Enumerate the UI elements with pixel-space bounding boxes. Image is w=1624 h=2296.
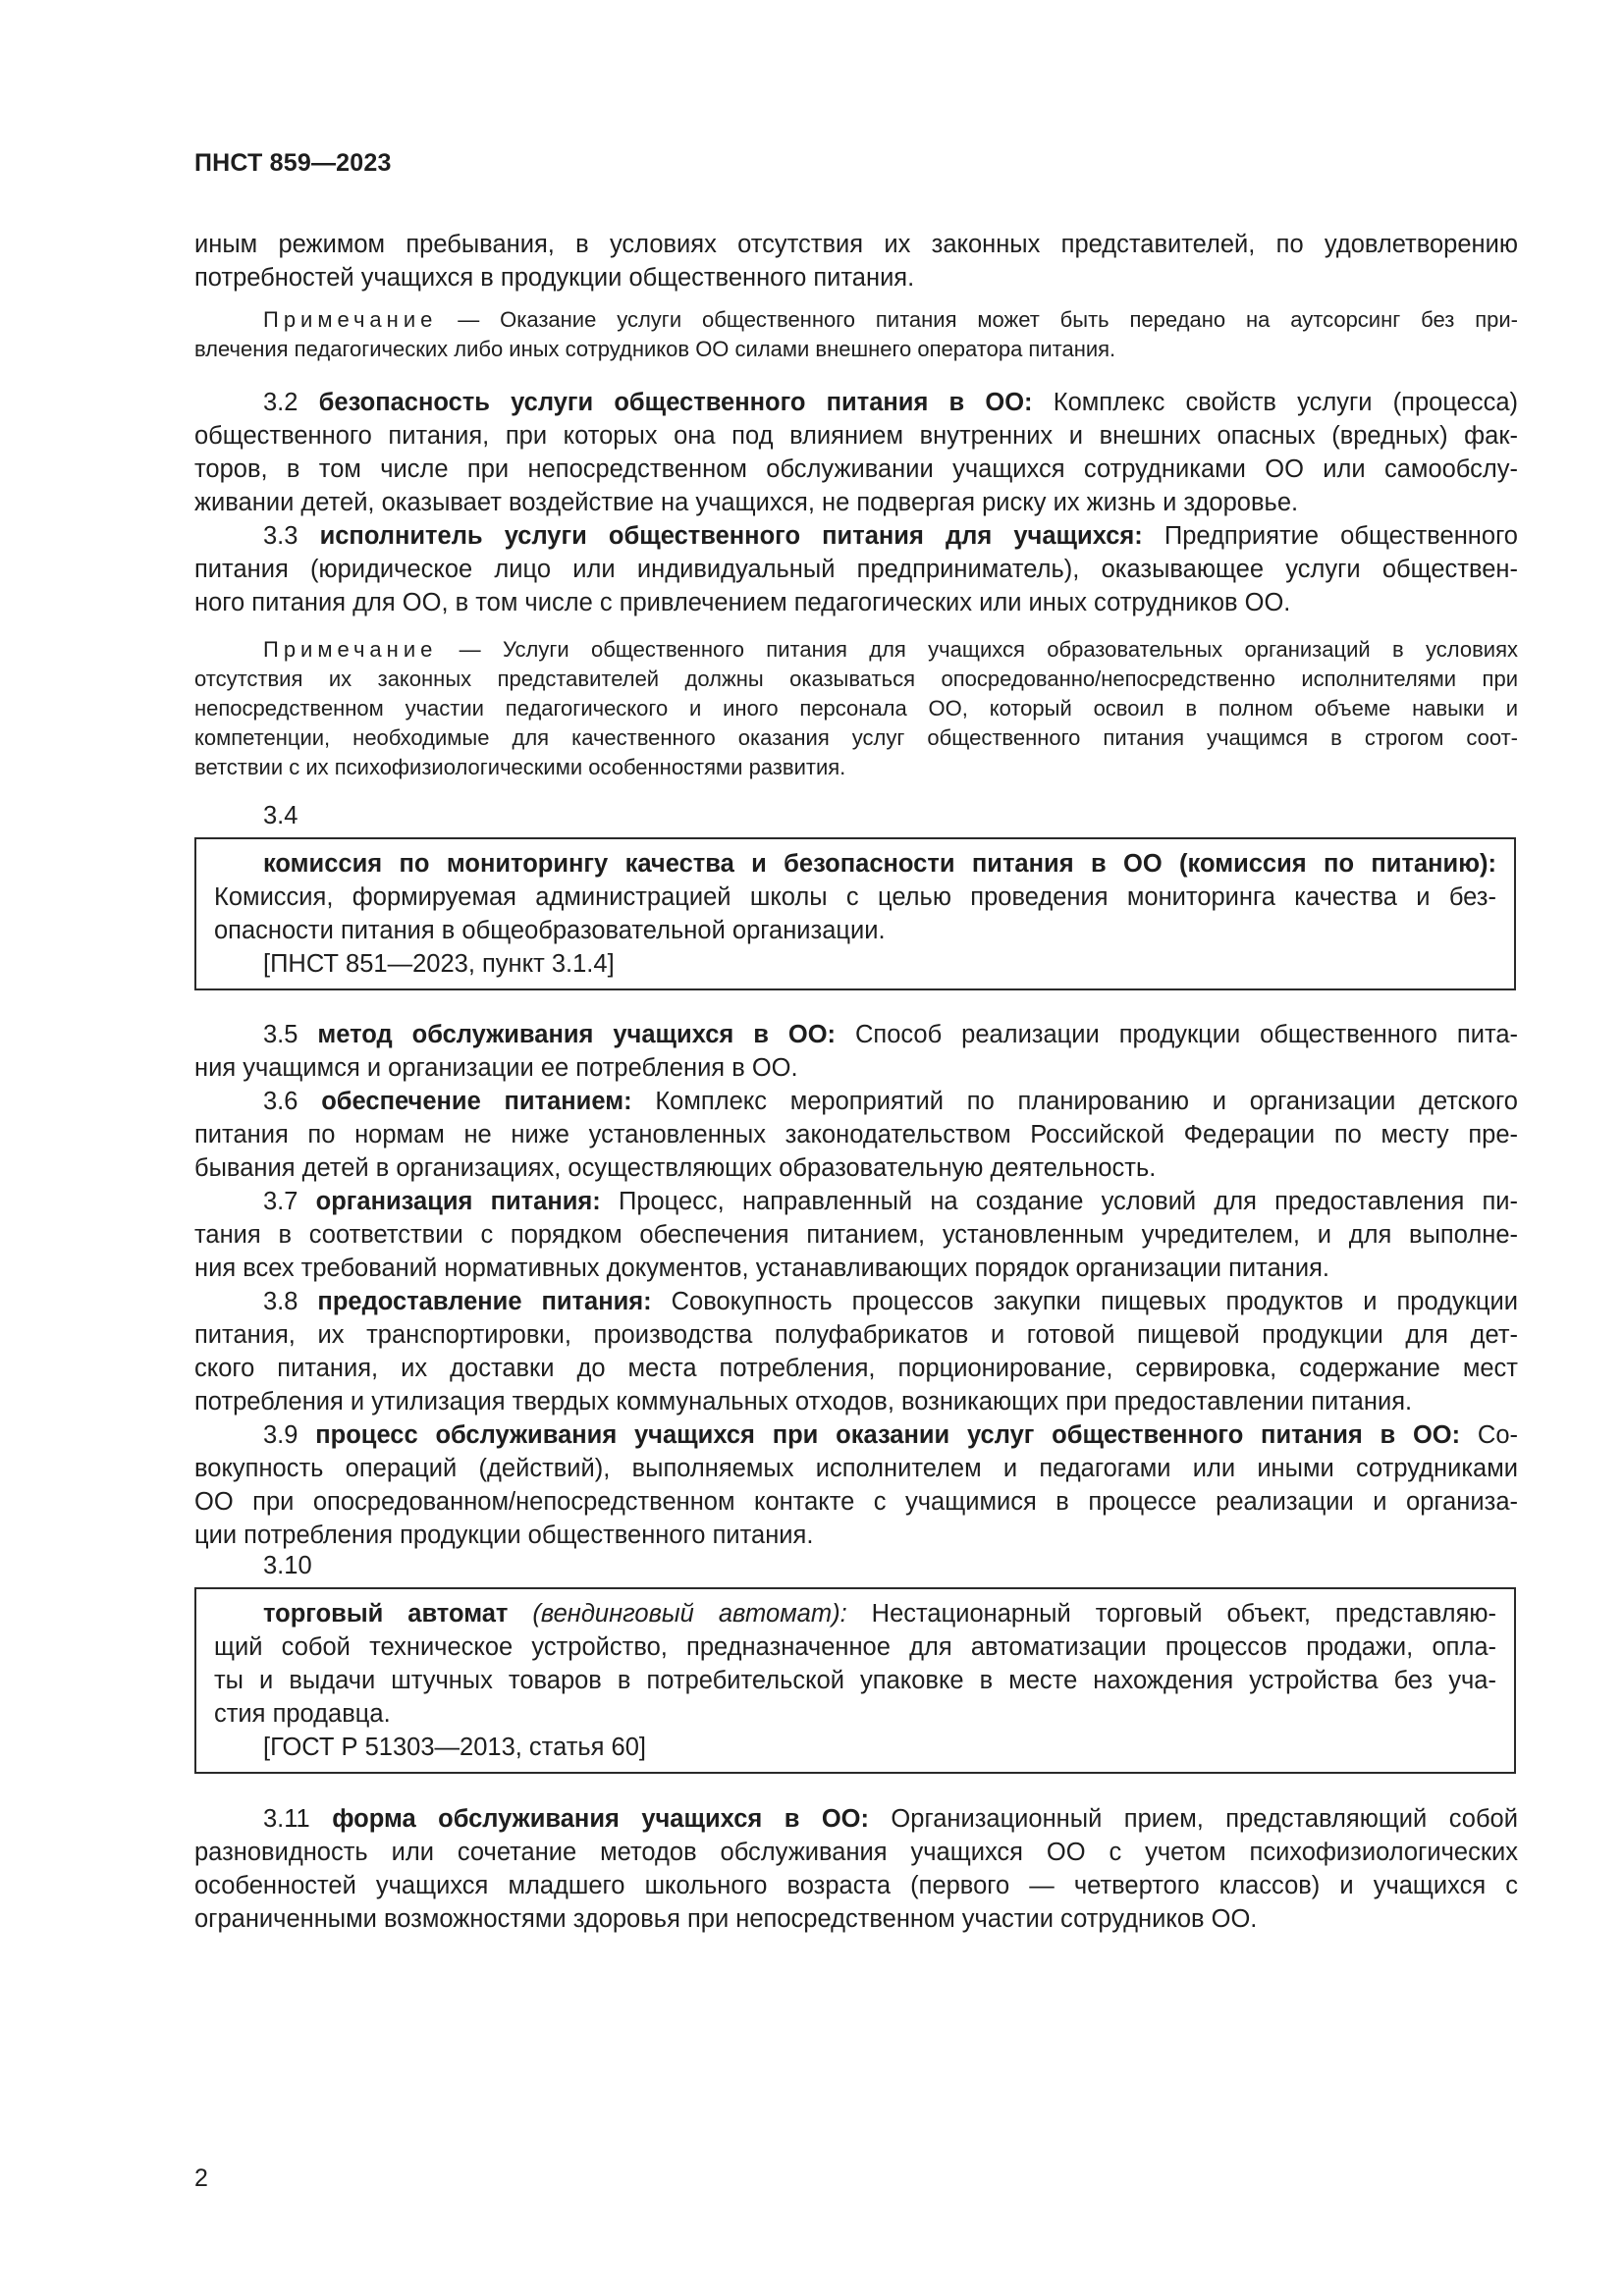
text-line: питания по нормам не ниже установленных законодательством Российской Федерации по месту пре- bbox=[194, 1121, 1518, 1148]
text-line: особенностей учащихся младшего школьного возраста (первого — четвертого классов) и учащихся с bbox=[194, 1872, 1518, 1899]
definition-text: Нестационарный торговый объект, представляю- bbox=[846, 1600, 1496, 1628]
section-number: 3.3 bbox=[263, 522, 298, 550]
section-3-2 bbox=[194, 386, 1518, 519]
section-number: 3.5 bbox=[263, 1021, 298, 1048]
term-label: обеспечение питанием: bbox=[321, 1088, 632, 1115]
text-line: ного питания для ОО, в том числе с привлечением педагогических или иных сотрудников ОО. bbox=[194, 589, 1291, 616]
source-reference: [ПНСТ 851—2023, пункт 3.1.4] bbox=[263, 950, 615, 978]
note-label: Примечание bbox=[263, 307, 438, 332]
text-line: стия продавца. bbox=[214, 1700, 391, 1728]
term-label: исполнитель услуги общественного питания для учащихся: bbox=[319, 522, 1143, 550]
term-label: предоставление питания: bbox=[317, 1288, 652, 1315]
section-number: 3.11 bbox=[263, 1805, 310, 1833]
text-line: иным режимом пребывания, в условиях отсутствия их законных представителей, по удовлетворению bbox=[194, 231, 1518, 258]
text-line: Комиссия, формируемая администрацией школы с целью проведения мониторинга качества и без- bbox=[214, 883, 1496, 911]
definition-text: Организационный прием, представляющий собой bbox=[869, 1805, 1518, 1833]
definition-text: Совокупность процессов закупки пищевых продуктов и продукции bbox=[651, 1288, 1518, 1315]
text-line: щий собой техническое устройство, предназначенное для автоматизации процессов продажи, опла- bbox=[214, 1633, 1496, 1661]
definition-text: Способ реализации продукции общественного пита- bbox=[836, 1021, 1519, 1048]
section-3-8 bbox=[194, 1285, 1518, 1418]
text-line: непосредственном участии педагогического и иного персонала ОО, который освоил в полном объеме навыки и bbox=[194, 696, 1518, 721]
section-number: 3.9 bbox=[263, 1421, 298, 1449]
term-label: безопасность услуги общественного питания в ОО: bbox=[318, 389, 1033, 416]
term-label: форма обслуживания учащихся в ОО: bbox=[332, 1805, 869, 1833]
text-line: разновидность или сочетание методов обслуживания учащихся ОО с учетом психофизиологических bbox=[194, 1839, 1518, 1866]
source-reference: [ГОСТ Р 51303—2013, статья 60] bbox=[263, 1734, 646, 1761]
note-1 bbox=[194, 305, 1518, 364]
text-line: торов, в том числе при непосредственном обслуживании учащихся сотрудниками ОО или самообслу- bbox=[194, 455, 1518, 483]
text-line: потребления и утилизация твердых коммунальных отходов, возникающих при предоставлении питания. bbox=[194, 1388, 1413, 1415]
section-number: 3.7 bbox=[263, 1188, 298, 1215]
text-line: ции потребления продукции общественного питания. bbox=[194, 1522, 814, 1549]
text-line: ветствии с их психофизиологическими особенностями развития. bbox=[194, 755, 846, 779]
text-line: ты и выдачи штучных товаров в потребительской упаковке в месте нахождения устройства без уча- bbox=[214, 1667, 1496, 1694]
text-line: влечения педагогических либо иных сотрудников ОО силами внешнего оператора питания. bbox=[194, 337, 1116, 361]
section-3-7 bbox=[194, 1185, 1518, 1285]
term-label: торговый автомат bbox=[263, 1600, 509, 1628]
text-line: компетенции, необходимые для качественного оказания услуг общественного питания учащимся в строгом соот- bbox=[194, 725, 1518, 750]
text-line: отсутствия их законных представителей должны оказываться опосредованно/непосредственно исполнителями при bbox=[194, 667, 1518, 691]
text-line: ограниченными возможностями здоровья при непосредственном участии сотрудников ОО. bbox=[194, 1905, 1258, 1933]
text-line: ния всех требований нормативных документов, устанавливающих порядок организации питания. bbox=[194, 1255, 1329, 1282]
section-number: 3.8 bbox=[263, 1288, 298, 1315]
definition-text: Комплекс свойств услуги (процесса) bbox=[1032, 389, 1519, 416]
section-3-6 bbox=[194, 1085, 1518, 1185]
section-number: 3.2 bbox=[263, 389, 298, 416]
term-label: организация питания: bbox=[315, 1188, 601, 1215]
term-label: метод обслуживания учащихся в ОО: bbox=[317, 1021, 837, 1048]
alt-term-label: (вендинговый автомат): bbox=[532, 1600, 847, 1628]
definition-text: Процесс, направленный на создание условий для предоставления пи- bbox=[600, 1188, 1518, 1215]
text-line: ского питания, их доставки до места потребления, порционирование, сервировка, содержание мест bbox=[194, 1355, 1518, 1382]
page-number: 2 bbox=[194, 2164, 208, 2192]
text-line: общественного питания, при которых она под влиянием внутренних и внешних опасных (вредных) фак- bbox=[194, 422, 1518, 450]
term-label: комиссия по мониторингу качества и безопасности питания в ОО (комиссия по питанию): bbox=[263, 850, 1496, 878]
definition-text: Со- bbox=[1460, 1421, 1518, 1449]
section-number: 3.6 bbox=[263, 1088, 298, 1115]
text-line: ОО при опосредованном/непосредственном контакте с учащимися в процессе реализации и организа- bbox=[194, 1488, 1518, 1516]
text-line: питания (юридическое лицо или индивидуальный предприниматель), оказывающее услуги обществен- bbox=[194, 556, 1518, 583]
section-3-11 bbox=[194, 1802, 1518, 1936]
text-line: ния учащимся и организации ее потребления в ОО. bbox=[194, 1054, 798, 1082]
section-number-3-4: 3.4 bbox=[263, 802, 298, 829]
definition-text: Комплекс мероприятий по планированию и организации детского bbox=[631, 1088, 1518, 1115]
section-3-3 bbox=[194, 519, 1518, 619]
note-text: — Услуги общественного питания для учащихся образовательных организаций в условиях bbox=[437, 637, 1518, 662]
section-number-3-10: 3.10 bbox=[263, 1552, 312, 1579]
term-label: процесс обслуживания учащихся при оказании услуг общественного питания в ОО: bbox=[315, 1421, 1461, 1449]
text-line: потребностей учащихся в продукции общественного питания. bbox=[194, 264, 915, 292]
definition-text: Предприятие общественного bbox=[1142, 522, 1518, 550]
text-line: бывания детей в организациях, осуществляющих образовательную деятельность. bbox=[194, 1154, 1157, 1182]
intro-paragraph bbox=[194, 228, 1518, 294]
note-label: Примечание bbox=[263, 637, 438, 662]
section-3-10-box bbox=[194, 1587, 1516, 1774]
text-line: живании детей, оказывает воздействие на учащихся, не подвергая риску их жизнь и здоровье. bbox=[194, 489, 1299, 516]
section-3-5 bbox=[194, 1018, 1518, 1085]
note-text: — Оказание услуги общественного питания может быть передано на аутсорсинг без при- bbox=[437, 307, 1518, 332]
text-line: опасности питания в общеобразовательной организации. bbox=[214, 917, 886, 944]
text-line: тания в соответствии с порядком обеспечения питанием, установленным учредителем, и для выполне- bbox=[194, 1221, 1518, 1249]
section-3-4-box bbox=[194, 837, 1516, 990]
section-3-9 bbox=[194, 1418, 1518, 1552]
text-line: питания, их транспортировки, производства полуфабрикатов и готовой пищевой продукции для дет- bbox=[194, 1321, 1518, 1349]
note-2 bbox=[194, 635, 1518, 782]
document-header: ПНСТ 859—2023 bbox=[194, 149, 392, 177]
text-line: вокупность операций (действий), выполняемых исполнителем и педагогами или иными сотрудниками bbox=[194, 1455, 1518, 1482]
